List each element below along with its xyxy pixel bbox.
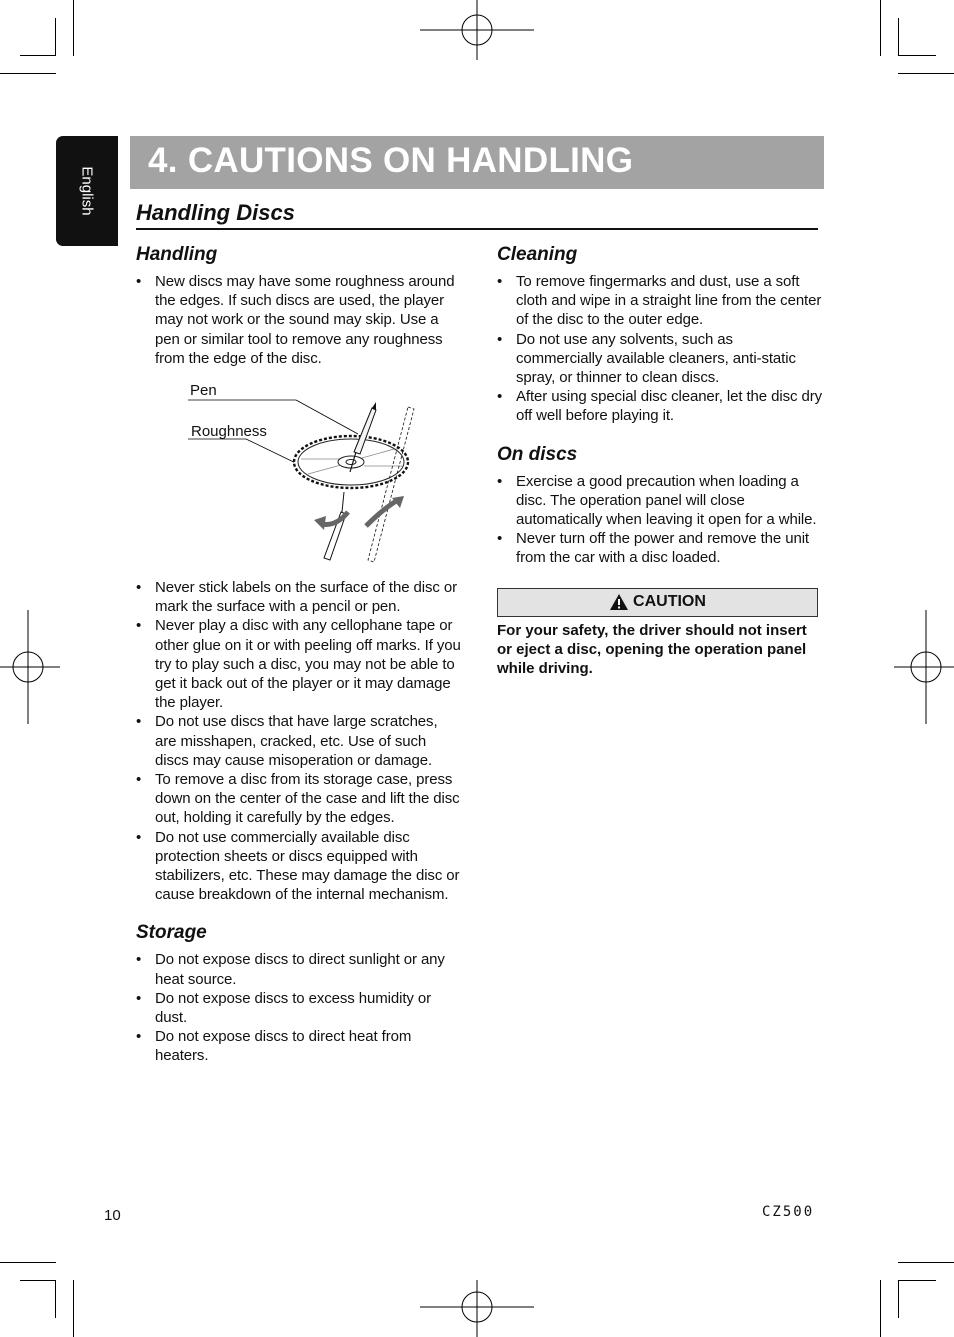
list-item: • Never turn off the power and remove the unit from the car with a disc loaded. [497,529,822,567]
registration-mark-icon [894,610,954,724]
list-item: • Do not use commercially available disc protection sheets or discs equipped with stabilizers, etc. These may damage the disc or cause breakdown of the internal mechanism. [136,828,461,905]
list-item: • Do not use discs that have large scratches, are misshapen, cracked, etc. Use of such discs may cause misoperation or damage. [136,712,461,770]
list-item: • Do not expose discs to direct heat from heaters. [136,1027,461,1065]
crop-mark [898,1280,936,1281]
crop-mark [880,0,881,56]
chapter-title: 4. CAUTIONS ON HANDLING [148,141,634,180]
handling-list-top [136,272,461,368]
caution-text: For your safety, the driver should not insert or eject a disc, opening the operation panel while driving. [497,621,807,678]
warning-triangle-icon [609,593,629,611]
storage-list [136,950,461,1065]
crop-mark [0,73,56,74]
roughness-label: Roughness [191,423,267,441]
crop-mark [20,1280,56,1281]
list-item: • New discs may have some roughness around the edges. If such discs are used, the player may not work or the sound may skip. Use a pen or similar tool to remove any roughness from the edge of the disc. [136,272,461,368]
registration-mark-icon [0,610,60,724]
right-column [497,244,822,678]
left-column [136,244,461,1066]
crop-mark [898,55,936,56]
crop-mark [55,1280,56,1318]
on-discs-heading: On discs [497,443,578,465]
disc-roughness-figure [136,382,461,564]
crop-mark [0,1262,56,1263]
crop-mark [898,73,954,74]
list-item: • Do not expose discs to direct sunlight or any heat source. [136,950,461,988]
section-title-bar [136,200,818,230]
pen-label: Pen [190,382,217,400]
handling-heading: Handling [136,244,218,265]
list-item: • Never play a disc with any cellophane tape or other glue on it or with peeling off marks. If you try to play such a disc, you may not be able to get it back out of the player or it may damage the player. [136,616,461,712]
crop-mark [898,1280,899,1318]
disc-pen-illustration-icon [136,382,461,564]
cleaning-list [497,272,822,426]
crop-mark [55,18,56,56]
on-discs-list [497,472,822,568]
caution-label: CAUTION [633,593,706,611]
handling-list-bottom [136,578,461,904]
list-item: • Never stick labels on the surface of the disc or mark the surface with a pencil or pen. [136,578,461,616]
crop-mark [898,1262,954,1263]
section-title: Handling Discs [136,200,295,225]
language-tab-label: English [78,166,96,216]
crop-mark [73,0,74,56]
list-item: • Do not expose discs to excess humidity or dust. [136,989,461,1027]
list-item: • Do not use any solvents, such as commercially available cleaners, anti-static spray, or thinner to clean discs. [497,330,822,388]
language-tab [56,136,118,246]
registration-mark-icon [420,0,534,60]
crop-mark [898,18,899,56]
cleaning-heading: Cleaning [497,244,578,265]
registration-mark-icon [420,1280,534,1337]
storage-heading: Storage [136,922,207,944]
caution-box [497,588,818,617]
list-item: • To remove a disc from its storage case, press down on the center of the case and lift the disc out, holding it carefully by the edges. [136,770,461,828]
list-item: • To remove fingermarks and dust, use a soft cloth and wipe in a straight line from the center of the disc to the outer edge. [497,272,822,330]
model-name: CZ500 [762,1204,815,1220]
list-item: • After using special disc cleaner, let the disc dry off well before playing it. [497,387,822,425]
crop-mark [20,55,56,56]
page-number: 10 [104,1207,121,1224]
list-item: • Exercise a good precaution when loading a disc. The operation panel will close automatically when leaving it open for a while. [497,472,822,530]
chapter-title-bar [130,136,824,189]
crop-mark [73,1280,74,1337]
crop-mark [880,1280,881,1337]
